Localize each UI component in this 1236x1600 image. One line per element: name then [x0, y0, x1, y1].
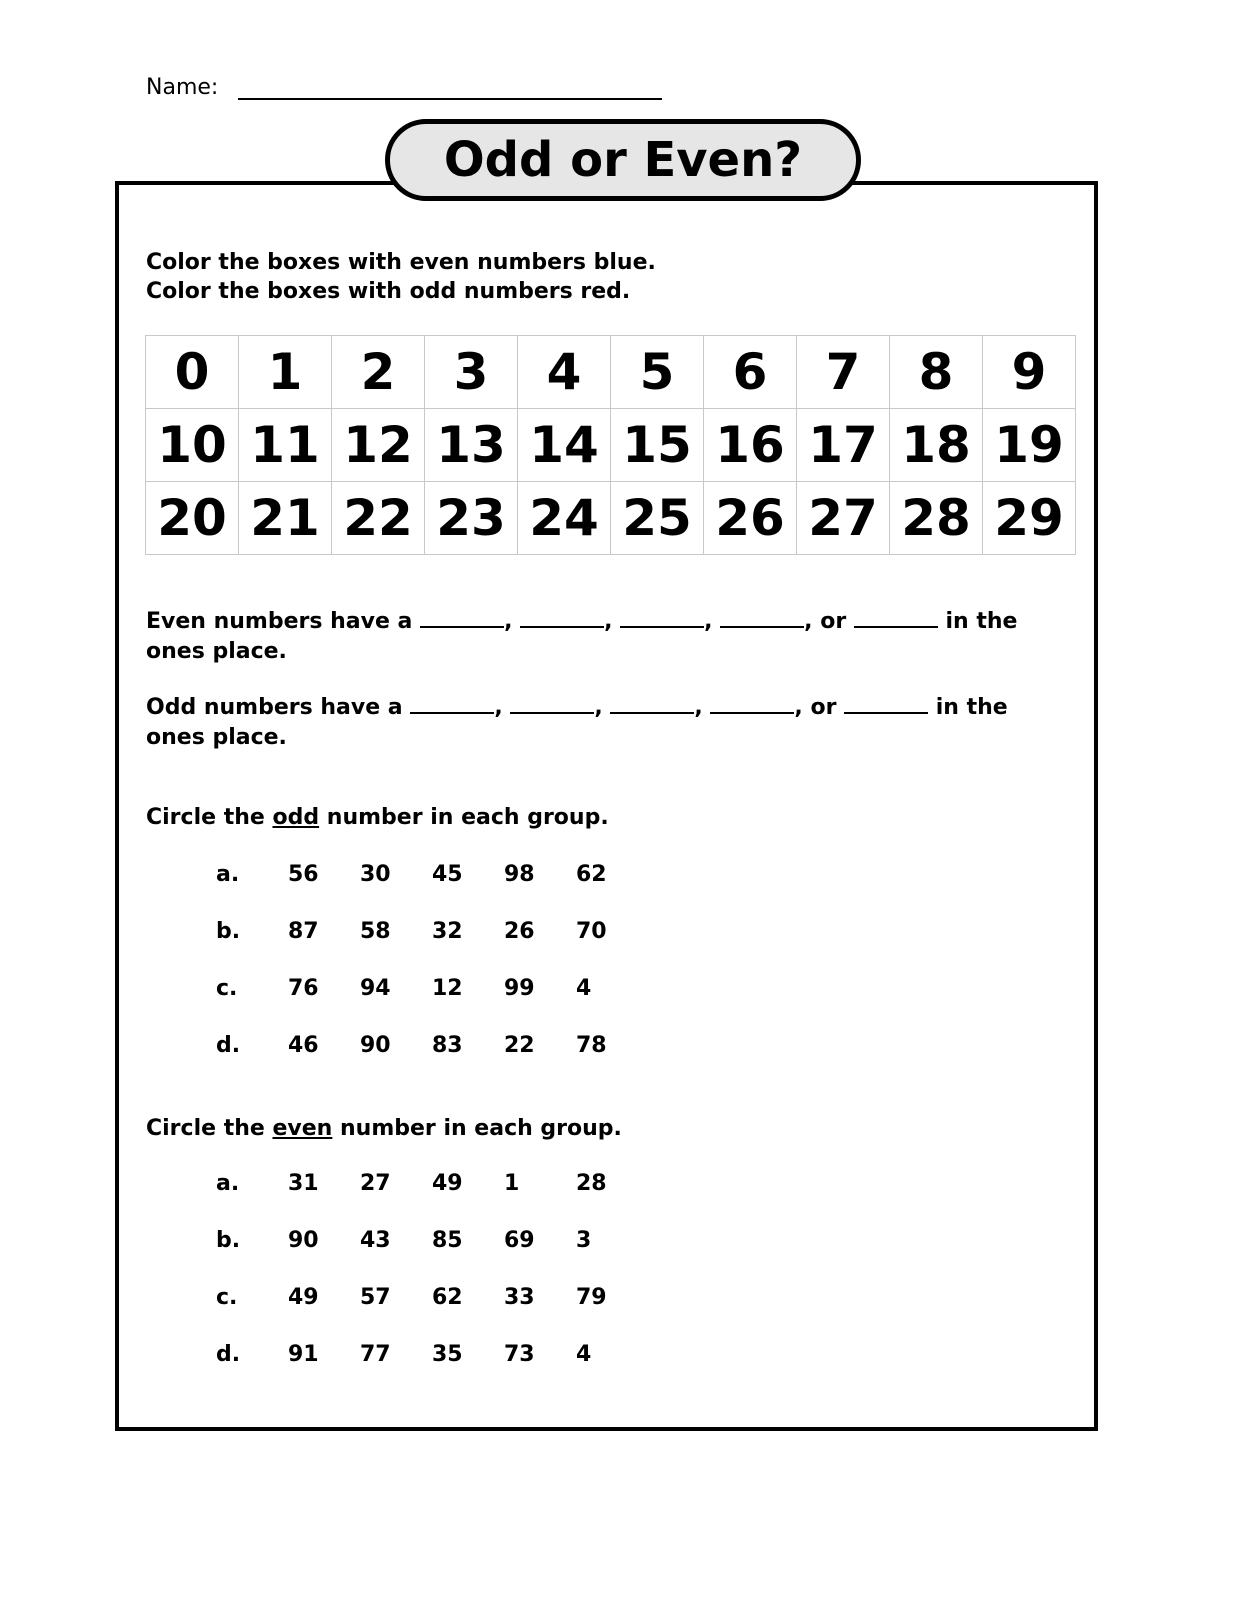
- separator: ,: [594, 695, 603, 720]
- even-fill-suffix: in the: [945, 609, 1018, 634]
- separator: ,: [794, 695, 803, 720]
- even-blank-4[interactable]: [720, 606, 804, 628]
- instruction-even: Color the boxes with even numbers blue.: [146, 250, 656, 275]
- group-number[interactable]: 45: [432, 862, 463, 887]
- group-number[interactable]: 77: [360, 1342, 391, 1367]
- group-number[interactable]: 90: [288, 1228, 319, 1253]
- group-number[interactable]: 32: [432, 919, 463, 944]
- grid-row: [146, 409, 1076, 482]
- group-row: [216, 1285, 648, 1310]
- group-number[interactable]: 56: [288, 862, 319, 887]
- group-number[interactable]: 1: [504, 1171, 520, 1196]
- group-number[interactable]: 94: [360, 976, 391, 1001]
- group-number[interactable]: 79: [576, 1285, 607, 1310]
- grid-row: [146, 482, 1076, 555]
- instruction-odd: Color the boxes with odd numbers red.: [146, 279, 631, 304]
- grid-cell[interactable]: 14: [518, 409, 611, 482]
- grid-cell[interactable]: 22: [332, 482, 425, 555]
- group-number[interactable]: 69: [504, 1228, 535, 1253]
- group-number[interactable]: 58: [360, 919, 391, 944]
- even-section-heading: Circle the even number in each group.: [146, 1116, 622, 1141]
- grid-cell[interactable]: 29: [983, 482, 1076, 555]
- odd-blank-2[interactable]: [510, 692, 594, 714]
- grid-cell[interactable]: 17: [797, 409, 890, 482]
- grid-cell[interactable]: 13: [425, 409, 518, 482]
- group-number[interactable]: 26: [504, 919, 535, 944]
- even-fill-suffix-2: ones place.: [146, 639, 287, 664]
- separator: ,: [504, 609, 513, 634]
- separator: ,: [804, 609, 813, 634]
- group-number[interactable]: 73: [504, 1342, 535, 1367]
- group-number[interactable]: 4: [576, 976, 592, 1001]
- group-number[interactable]: 4: [576, 1342, 592, 1367]
- or-word: or: [820, 609, 847, 634]
- odd-blank-4[interactable]: [710, 692, 794, 714]
- odd-section-heading: Circle the odd number in each group.: [146, 805, 609, 830]
- odd-fill-suffix: in the: [935, 695, 1008, 720]
- group-row: [216, 976, 648, 1001]
- group-number[interactable]: 22: [504, 1033, 535, 1058]
- even-keyword: even: [272, 1116, 333, 1141]
- even-blank-3[interactable]: [620, 606, 704, 628]
- grid-cell[interactable]: 1: [239, 336, 332, 409]
- grid-cell[interactable]: 9: [983, 336, 1076, 409]
- group-number[interactable]: 62: [576, 862, 607, 887]
- group-number[interactable]: 62: [432, 1285, 463, 1310]
- grid-cell[interactable]: 27: [797, 482, 890, 555]
- name-label: Name:: [146, 75, 219, 100]
- group-number[interactable]: 49: [288, 1285, 319, 1310]
- number-grid: [145, 335, 1076, 555]
- grid-cell[interactable]: 5: [611, 336, 704, 409]
- group-number[interactable]: 83: [432, 1033, 463, 1058]
- group-number[interactable]: 49: [432, 1171, 463, 1196]
- grid-cell[interactable]: 2: [332, 336, 425, 409]
- grid-cell[interactable]: 6: [704, 336, 797, 409]
- group-number[interactable]: 85: [432, 1228, 463, 1253]
- group-number[interactable]: 87: [288, 919, 319, 944]
- even-fill-in: [146, 606, 1066, 667]
- grid-cell[interactable]: 25: [611, 482, 704, 555]
- odd-blank-5[interactable]: [844, 692, 928, 714]
- grid-row: [146, 336, 1076, 409]
- separator: ,: [694, 695, 703, 720]
- group-number[interactable]: 57: [360, 1285, 391, 1310]
- grid-cell[interactable]: 16: [704, 409, 797, 482]
- group-row: [216, 1228, 648, 1253]
- odd-fill-prefix: Odd numbers have a: [146, 695, 403, 720]
- group-number[interactable]: 3: [576, 1228, 592, 1253]
- grid-cell[interactable]: 19: [983, 409, 1076, 482]
- odd-blank-1[interactable]: [410, 692, 494, 714]
- grid-cell[interactable]: 3: [425, 336, 518, 409]
- group-letter: d.: [216, 1342, 241, 1367]
- grid-cell[interactable]: 21: [239, 482, 332, 555]
- grid-cell[interactable]: 12: [332, 409, 425, 482]
- group-letter: a.: [216, 1171, 240, 1196]
- group-row: [216, 1342, 648, 1367]
- group-letter: a.: [216, 862, 240, 887]
- group-number[interactable]: 30: [360, 862, 391, 887]
- grid-cell[interactable]: 20: [146, 482, 239, 555]
- grid-cell[interactable]: 15: [611, 409, 704, 482]
- even-blank-5[interactable]: [854, 606, 938, 628]
- even-blank-1[interactable]: [420, 606, 504, 628]
- group-number[interactable]: 12: [432, 976, 463, 1001]
- separator: ,: [604, 609, 613, 634]
- group-row: [216, 1033, 648, 1058]
- even-fill-prefix: Even numbers have a: [146, 609, 413, 634]
- grid-cell[interactable]: 24: [518, 482, 611, 555]
- group-number[interactable]: 35: [432, 1342, 463, 1367]
- group-letter: c.: [216, 1285, 238, 1310]
- group-number[interactable]: 76: [288, 976, 319, 1001]
- group-number[interactable]: 27: [360, 1171, 391, 1196]
- group-number[interactable]: 46: [288, 1033, 319, 1058]
- even-blank-2[interactable]: [520, 606, 604, 628]
- group-row: [216, 919, 648, 944]
- odd-fill-in: [146, 692, 1066, 753]
- group-letter: d.: [216, 1033, 241, 1058]
- grid-cell[interactable]: 10: [146, 409, 239, 482]
- group-number[interactable]: 70: [576, 919, 607, 944]
- grid-cell[interactable]: 7: [797, 336, 890, 409]
- grid-cell[interactable]: 26: [704, 482, 797, 555]
- separator: ,: [494, 695, 503, 720]
- group-number[interactable]: 43: [360, 1228, 391, 1253]
- odd-keyword: odd: [272, 805, 320, 830]
- group-letter: b.: [216, 1228, 241, 1253]
- odd-blank-3[interactable]: [610, 692, 694, 714]
- grid-cell[interactable]: 8: [890, 336, 983, 409]
- group-number[interactable]: 28: [576, 1171, 607, 1196]
- group-number[interactable]: 33: [504, 1285, 535, 1310]
- grid-cell[interactable]: 11: [239, 409, 332, 482]
- name-field: [146, 72, 662, 100]
- group-number[interactable]: 91: [288, 1342, 319, 1367]
- page-title: Odd or Even?: [385, 119, 861, 201]
- group-letter: b.: [216, 919, 241, 944]
- group-number[interactable]: 31: [288, 1171, 319, 1196]
- group-number[interactable]: 78: [576, 1033, 607, 1058]
- group-number[interactable]: 90: [360, 1033, 391, 1058]
- name-blank-line[interactable]: [238, 72, 662, 100]
- grid-cell[interactable]: 0: [146, 336, 239, 409]
- group-number[interactable]: 99: [504, 976, 535, 1001]
- grid-cell[interactable]: 23: [425, 482, 518, 555]
- group-letter: c.: [216, 976, 238, 1001]
- instructions: [146, 248, 656, 306]
- separator: ,: [704, 609, 713, 634]
- grid-cell[interactable]: 4: [518, 336, 611, 409]
- grid-cell[interactable]: 18: [890, 409, 983, 482]
- or-word: or: [810, 695, 837, 720]
- group-number[interactable]: 98: [504, 862, 535, 887]
- group-row: [216, 862, 648, 887]
- grid-cell[interactable]: 28: [890, 482, 983, 555]
- group-row: [216, 1171, 648, 1196]
- odd-fill-suffix-2: ones place.: [146, 725, 287, 750]
